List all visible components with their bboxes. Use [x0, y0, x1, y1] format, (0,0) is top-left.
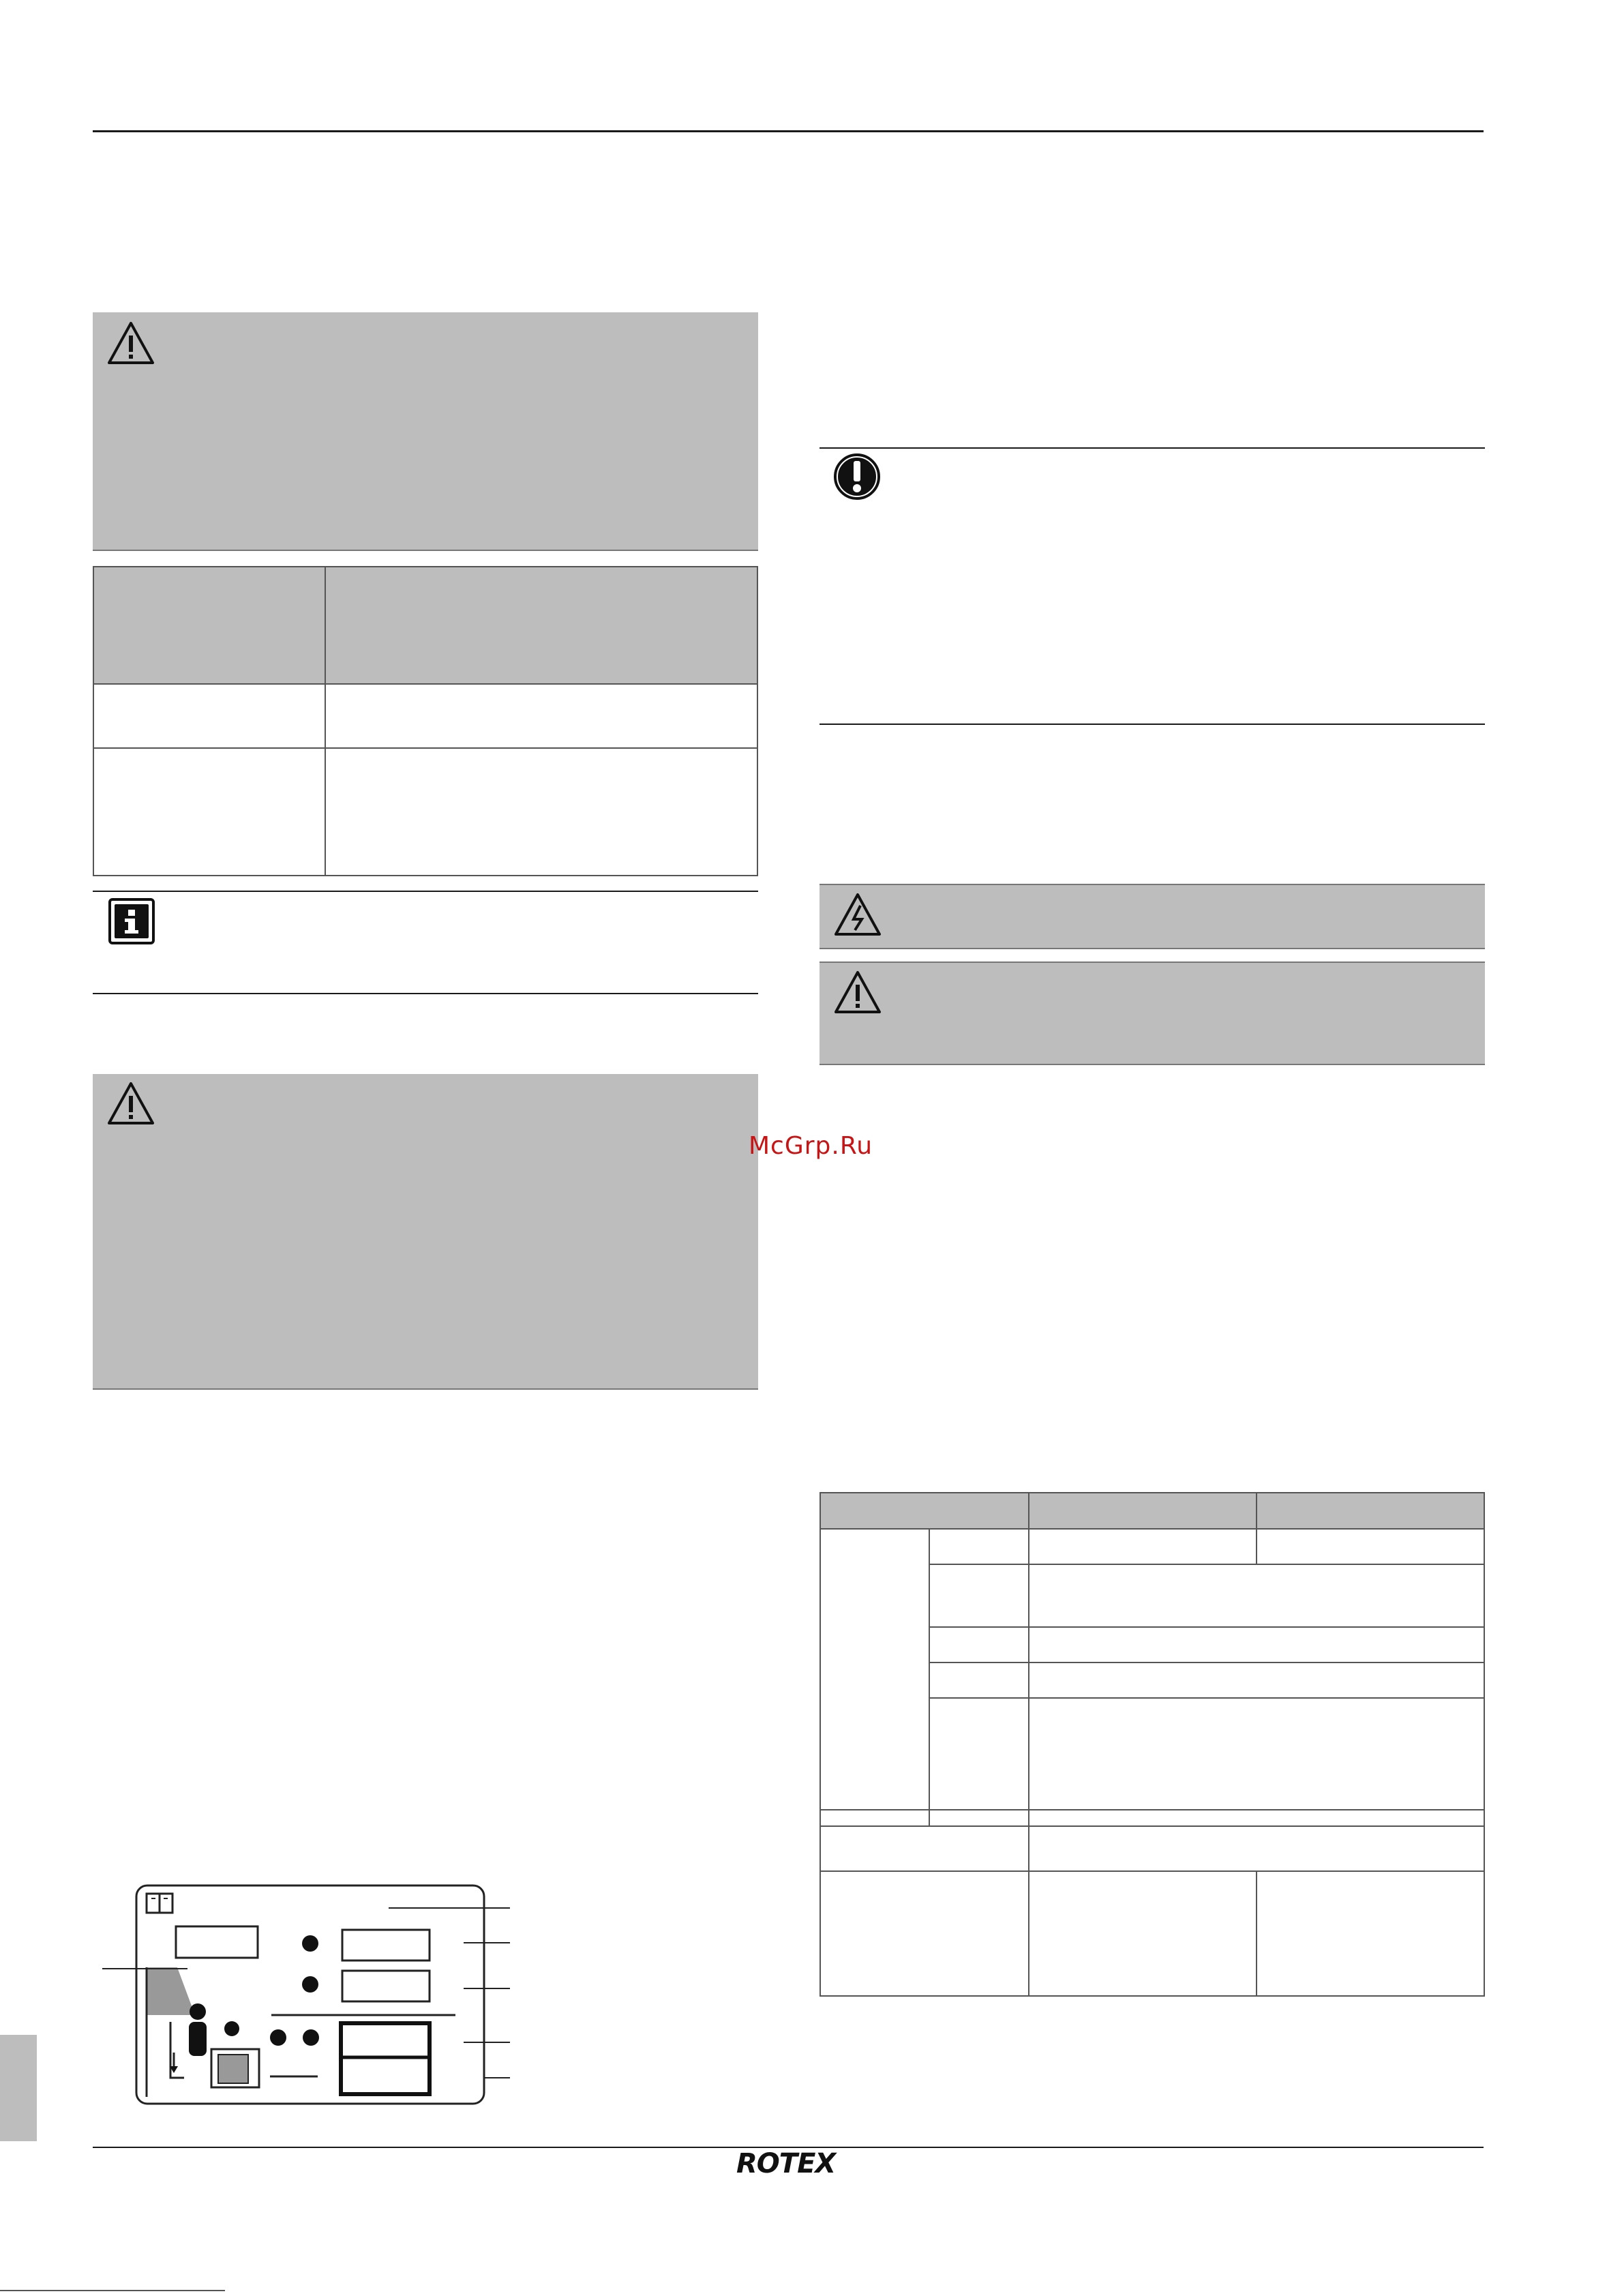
bottom-edge-rule — [0, 2290, 225, 2291]
info-box-icon — [108, 897, 155, 945]
table-header-cell — [819, 1492, 1029, 1530]
table-header-cell — [1028, 1492, 1257, 1530]
table-cell — [1028, 1662, 1485, 1699]
table-cell — [93, 683, 326, 749]
table-header-cell — [93, 566, 326, 685]
spec-table-left — [93, 566, 758, 876]
info-note-top-rule — [93, 891, 758, 892]
watermark: McGrp.Ru — [749, 1132, 873, 1160]
table-header-cell — [1256, 1492, 1485, 1530]
table-cell — [1256, 1870, 1485, 1997]
side-tab — [0, 2035, 37, 2141]
electric-hazard-panel — [819, 884, 1485, 949]
table-header-cell — [325, 566, 758, 685]
table-cell — [819, 1870, 1029, 1997]
warning-panel-2 — [93, 1074, 758, 1390]
warning-panel-1 — [93, 312, 758, 551]
refrigerant-label-diagram — [102, 1879, 525, 2111]
table-cell — [325, 747, 758, 876]
warning-triangle-icon — [106, 320, 155, 366]
table-cell — [1028, 1870, 1257, 1997]
table-cell — [93, 747, 326, 876]
header-rule — [93, 130, 1484, 132]
caution-note-bottom-rule — [819, 724, 1485, 725]
exclamation-circle-icon — [832, 451, 882, 502]
table-cell — [929, 1564, 1029, 1628]
warning-triangle-icon — [833, 970, 882, 1015]
table-group-cell — [819, 1528, 930, 1827]
table-cell — [929, 1626, 1029, 1663]
table-cell — [819, 1809, 1029, 1872]
warning-triangle-icon — [106, 1081, 155, 1126]
table-cell — [1028, 1528, 1257, 1565]
table-cell — [325, 683, 758, 749]
book-icon — [147, 1894, 172, 1913]
table-cell — [929, 1697, 1029, 1827]
table-cell — [1256, 1528, 1485, 1565]
table-cell — [929, 1662, 1029, 1699]
brand-logo: ROTEX — [736, 2148, 836, 2179]
info-note-bottom-rule — [93, 993, 758, 994]
warning-panel-3 — [819, 961, 1485, 1065]
table-cell — [1028, 1809, 1485, 1872]
table-cell — [1028, 1564, 1485, 1628]
spec-table-right — [819, 1492, 1485, 1997]
table-cell — [1028, 1697, 1485, 1827]
table-cell — [929, 1528, 1029, 1565]
electric-hazard-icon — [833, 892, 882, 937]
caution-note-top-rule — [819, 447, 1485, 449]
table-cell — [1028, 1626, 1485, 1663]
